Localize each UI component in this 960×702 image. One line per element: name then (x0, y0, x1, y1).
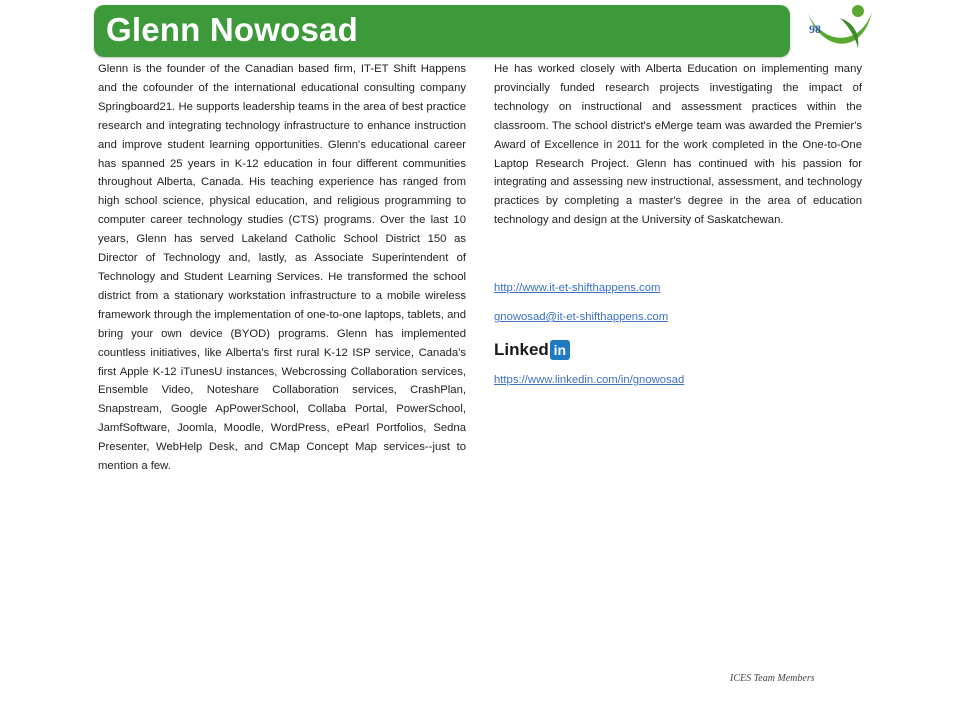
linkedin-in-icon: in (550, 340, 570, 360)
page-title: Glenn Nowosad (106, 11, 358, 48)
page-number: 98 (809, 22, 821, 36)
title-banner (94, 5, 790, 57)
bio-right-column: He has worked closely with Alberta Education on implementing many provincially funded research projects investigating the impact of technology on instructional and assessment practices within the classroom. The school district's eMerge team was awarded the Premier's Award of Excellence in 2011 for the work completed in the One-to-One Laptop Research Project. Glenn has continued with his passion for integrating and assessing new instructional, assessment, and technology practices by completing a master's degree in the area of education technology and design at the University of Saskatchewan. (494, 63, 862, 227)
linkedin-logo (494, 340, 570, 360)
linkedin-wordmark: Linked (494, 340, 549, 359)
email-link[interactable]: gnowosad@it-et-shifthappens.com (494, 311, 669, 323)
footer-caption: ICES Team Members (730, 673, 815, 684)
website-link[interactable]: http://www.it-et-shifthappens.com (494, 282, 661, 294)
linkedin-profile-link[interactable]: https://www.linkedin.com/in/gnowosad (494, 374, 685, 386)
bio-left-column: Glenn is the founder of the Canadian based firm, IT-ET Shift Happens and the cofounder of the international educational consulting company Springboard21. He supports leadership teams in the area of best practice research and integrating technology infrastructure to enhance instruction and improve student learning opportunities. Glenn's educational career has spanned 25 years in K-12 education in four different communities throughout Alberta, Canada. His teaching experience has ranged from high school science, physical education, and religious programming to computer career technology studies (CTS) programs. Over the last 10 years, Glenn has served Lakeland Catholic School District 150 as Director of Technology and, lastly, as Associate Superintendent of Technology and Student Learning Services. He transformed the school district from a stationary workstation infrastructure to a mobile wireless framework through the implementation of one-to-one laptops, tablets, and bring your own device (BYOD) programs. Glenn has implemented countless initiatives, like Alberta's first rural K-12 ISP service, Canada's first Apple K-12 iTunesU instances, Webcrossing Collaboration services, Ensemble Video, Noteshare Collaboration services, CrashPlan, Snapstream, Google ApPowerSchool, Collaba Portal, PowerSchool, JamfSoftware, Joomla, Moodle, WordPress, ePearl Portfolios, Sedna Presenter, WebHelp Desk, and CMap Concept Map services--just to mention a few. (98, 63, 466, 473)
